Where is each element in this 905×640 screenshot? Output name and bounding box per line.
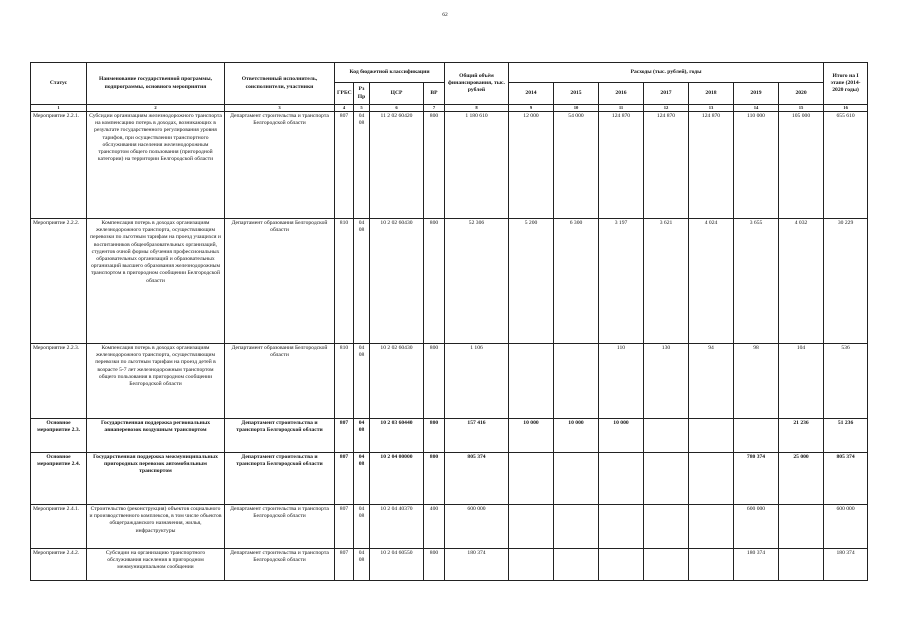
row-y2020: 105 000	[779, 112, 824, 219]
row-stage-total: 655 610	[824, 112, 868, 219]
row-status: Основное мероприятие 2.3.	[31, 419, 87, 453]
row-stage-total: 805 374	[824, 453, 868, 505]
row-status: Мероприятие 2.4.2.	[31, 549, 87, 581]
header-expenses: Расходы (тыс. рублей), годы	[509, 63, 824, 83]
row-y2014	[509, 344, 554, 419]
column-number: 1	[31, 105, 87, 112]
header-budget-code: Код бюджетной классификации	[335, 63, 445, 83]
row-y2020: 25 000	[779, 453, 824, 505]
row-y2015	[554, 505, 599, 549]
column-number: 11	[599, 105, 644, 112]
row-name: Государственная поддержка региональных авиаперевозок воздушным транспортом	[87, 419, 225, 453]
row-stage-total: 51 236	[824, 419, 868, 453]
row-y2018	[689, 549, 734, 581]
row-executor: Департамент строительства и транспорта Белгородской области	[225, 453, 335, 505]
table-row	[31, 549, 868, 581]
row-y2017	[644, 549, 689, 581]
row-stage-total: 600 000	[824, 505, 868, 549]
row-name: Строительство (реконструкция) объектов социального и производственного комплексов, в том числе объектов общегражданского назначения, жилья, инфраструктуры	[87, 505, 225, 549]
row-y2014: 10 000	[509, 419, 554, 453]
column-number: 2	[87, 105, 225, 112]
row-y2016: 124 870	[599, 112, 644, 219]
row-grbs: 807	[335, 505, 354, 549]
column-number: 5	[354, 105, 370, 112]
row-stage-total: 180 374	[824, 549, 868, 581]
row-y2014	[509, 505, 554, 549]
column-number: 8	[445, 105, 509, 112]
row-vr: 800	[424, 419, 445, 453]
table-row	[31, 419, 868, 453]
budget-table	[30, 62, 868, 581]
row-vr: 800	[424, 344, 445, 419]
header-name: Наименование государственной программы, подпрограммы, основного мероприятия	[87, 63, 225, 105]
row-total: 52 306	[445, 219, 509, 344]
table-row	[31, 219, 868, 344]
row-csr: 10 2 04 00000	[370, 453, 424, 505]
row-y2014	[509, 549, 554, 581]
row-vr: 800	[424, 453, 445, 505]
header-year: 2016	[599, 83, 644, 105]
row-rzpr: 04 08	[354, 112, 370, 219]
row-total: 600 000	[445, 505, 509, 549]
row-executor: Департамент строительства и транспорта Белгородской области	[225, 505, 335, 549]
column-number: 9	[509, 105, 554, 112]
row-y2016	[599, 453, 644, 505]
header-total-funding: Общий объём финансирования, тыс. рублей	[445, 63, 509, 105]
row-y2015: 54 000	[554, 112, 599, 219]
row-stage-total: 536	[824, 344, 868, 419]
row-grbs: 810	[335, 344, 354, 419]
row-y2017: 124 870	[644, 112, 689, 219]
row-y2016: 3 197	[599, 219, 644, 344]
row-y2018	[689, 453, 734, 505]
row-vr: 800	[424, 549, 445, 581]
row-y2019: 3 655	[734, 219, 779, 344]
row-y2016: 110	[599, 344, 644, 419]
row-y2019: 780 374	[734, 453, 779, 505]
row-csr: 10 2 02 60430	[370, 219, 424, 344]
row-y2017: 130	[644, 344, 689, 419]
row-grbs: 810	[335, 219, 354, 344]
row-stage-total: 30 229	[824, 219, 868, 344]
row-y2019: 98	[734, 344, 779, 419]
row-status: Мероприятие 2.2.3.	[31, 344, 87, 419]
row-executor: Департамент образования Белгородской области	[225, 219, 335, 344]
row-total: 805 374	[445, 453, 509, 505]
row-vr: 800	[424, 219, 445, 344]
row-grbs: 807	[335, 453, 354, 505]
row-csr: 10 2 02 60430	[370, 344, 424, 419]
header-executor: Ответственный исполнитель, соисполнители, участники	[225, 63, 335, 105]
table-row	[31, 112, 868, 219]
row-status: Мероприятие 2.2.1.	[31, 112, 87, 219]
row-csr: 10 2 04 60550	[370, 549, 424, 581]
row-y2020: 4 032	[779, 219, 824, 344]
header-year: 2014	[509, 83, 554, 105]
row-y2015	[554, 549, 599, 581]
row-y2018: 94	[689, 344, 734, 419]
header-status: Статус	[31, 63, 87, 105]
column-number: 12	[644, 105, 689, 112]
header-grbs: ГРБС	[335, 83, 354, 105]
header-year: 2020	[779, 83, 824, 105]
row-rzpr: 04 08	[354, 219, 370, 344]
table-row	[31, 505, 868, 549]
row-y2015	[554, 344, 599, 419]
row-y2018	[689, 505, 734, 549]
row-status: Мероприятие 2.2.2.	[31, 219, 87, 344]
row-name: Компенсация потерь в доходах организациям железнодорожного транспорта, осуществляющим перевозки по льготным тарифам на проезд детей в возрасте 5-7 лет железнодорожным транспортом общего пользования в пригородном сообщении Белгородской области	[87, 344, 225, 419]
row-y2017	[644, 419, 689, 453]
row-executor: Департамент образования Белгородской области	[225, 344, 335, 419]
header-year: 2018	[689, 83, 734, 105]
row-rzpr: 04 08	[354, 453, 370, 505]
row-y2020: 104	[779, 344, 824, 419]
row-y2018: 4 024	[689, 219, 734, 344]
row-y2015: 10 000	[554, 419, 599, 453]
row-status: Мероприятие 2.4.1.	[31, 505, 87, 549]
row-y2017: 3 621	[644, 219, 689, 344]
row-y2019: 110 000	[734, 112, 779, 219]
row-vr: 800	[424, 112, 445, 219]
row-csr: 11 2 02 60420	[370, 112, 424, 219]
column-number: 15	[779, 105, 824, 112]
row-name: Компенсация потерь в доходах организациям железнодорожного транспорта, осуществляющим перевозки по льготным тарифам на проезд учащихся и воспитанников общеобразовательных организаций, студентов очной формы обучения профессиональных образовательных организаций и образовательных организаций высшего образования железнодорожным транспортом в пригородном сообщении Белгородской области	[87, 219, 225, 344]
row-y2020	[779, 549, 824, 581]
row-y2020	[779, 505, 824, 549]
page-number: 62	[442, 12, 448, 18]
row-y2015: 6 300	[554, 219, 599, 344]
row-y2014	[509, 453, 554, 505]
header-year: 2019	[734, 83, 779, 105]
header-year: 2015	[554, 83, 599, 105]
row-y2018: 124 870	[689, 112, 734, 219]
row-vr: 400	[424, 505, 445, 549]
row-executor: Департамент строительства и транспорта Белгородской области	[225, 549, 335, 581]
row-y2014: 12 000	[509, 112, 554, 219]
column-number: 10	[554, 105, 599, 112]
column-number: 16	[824, 105, 868, 112]
header-stage-total: Итого на I этапе (2014-2020 годы)	[824, 63, 868, 105]
row-y2016	[599, 505, 644, 549]
row-y2018	[689, 419, 734, 453]
column-number: 4	[335, 105, 354, 112]
header-csr: ЦСР	[370, 83, 424, 105]
row-total: 180 374	[445, 549, 509, 581]
row-y2016: 10 000	[599, 419, 644, 453]
row-executor: Департамент строительства и транспорта Белгородской области	[225, 419, 335, 453]
row-y2017	[644, 505, 689, 549]
column-number: 3	[225, 105, 335, 112]
column-number: 6	[370, 105, 424, 112]
row-name: Государственная поддержка межмуниципальных пригородных перевозок автомобильным транспортом	[87, 453, 225, 505]
row-name: Субсидии организациям железнодорожного транспорта на компенсацию потерь в доходах, возникающих в результате государственного регулирования уровня тарифов, при осуществлении транспортного обслуживания населения железнодорожным транспортом общего пользования (пригородной категории) на территории Белгородской области	[87, 112, 225, 219]
row-status: Основное мероприятие 2.4.	[31, 453, 87, 505]
row-y2016	[599, 549, 644, 581]
row-total: 1 180 610	[445, 112, 509, 219]
column-number: 7	[424, 105, 445, 112]
row-name: Субсидии на организацию транспортного обслуживания населения в пригородном межмуниципальном сообщении	[87, 549, 225, 581]
table-row	[31, 453, 868, 505]
row-y2014: 5 200	[509, 219, 554, 344]
header-vr: ВР	[424, 83, 445, 105]
row-rzpr: 04 08	[354, 344, 370, 419]
row-grbs: 807	[335, 549, 354, 581]
row-y2019	[734, 419, 779, 453]
row-rzpr: 04 08	[354, 419, 370, 453]
column-number: 14	[734, 105, 779, 112]
row-grbs: 807	[335, 112, 354, 219]
row-rzpr: 04 08	[354, 505, 370, 549]
table-row	[31, 344, 868, 419]
column-number: 13	[689, 105, 734, 112]
row-y2019: 600 000	[734, 505, 779, 549]
header-rzpr: Рз Пр	[354, 83, 370, 105]
row-total: 157 416	[445, 419, 509, 453]
row-csr: 10 2 03 60440	[370, 419, 424, 453]
row-y2017	[644, 453, 689, 505]
row-y2020: 21 236	[779, 419, 824, 453]
header-year: 2017	[644, 83, 689, 105]
row-executor: Департамент строительства и транспорта Белгородской области	[225, 112, 335, 219]
row-total: 1 106	[445, 344, 509, 419]
row-rzpr: 04 08	[354, 549, 370, 581]
row-grbs: 807	[335, 419, 354, 453]
row-y2019: 180 374	[734, 549, 779, 581]
row-csr: 10 2 04 40370	[370, 505, 424, 549]
row-y2015	[554, 453, 599, 505]
